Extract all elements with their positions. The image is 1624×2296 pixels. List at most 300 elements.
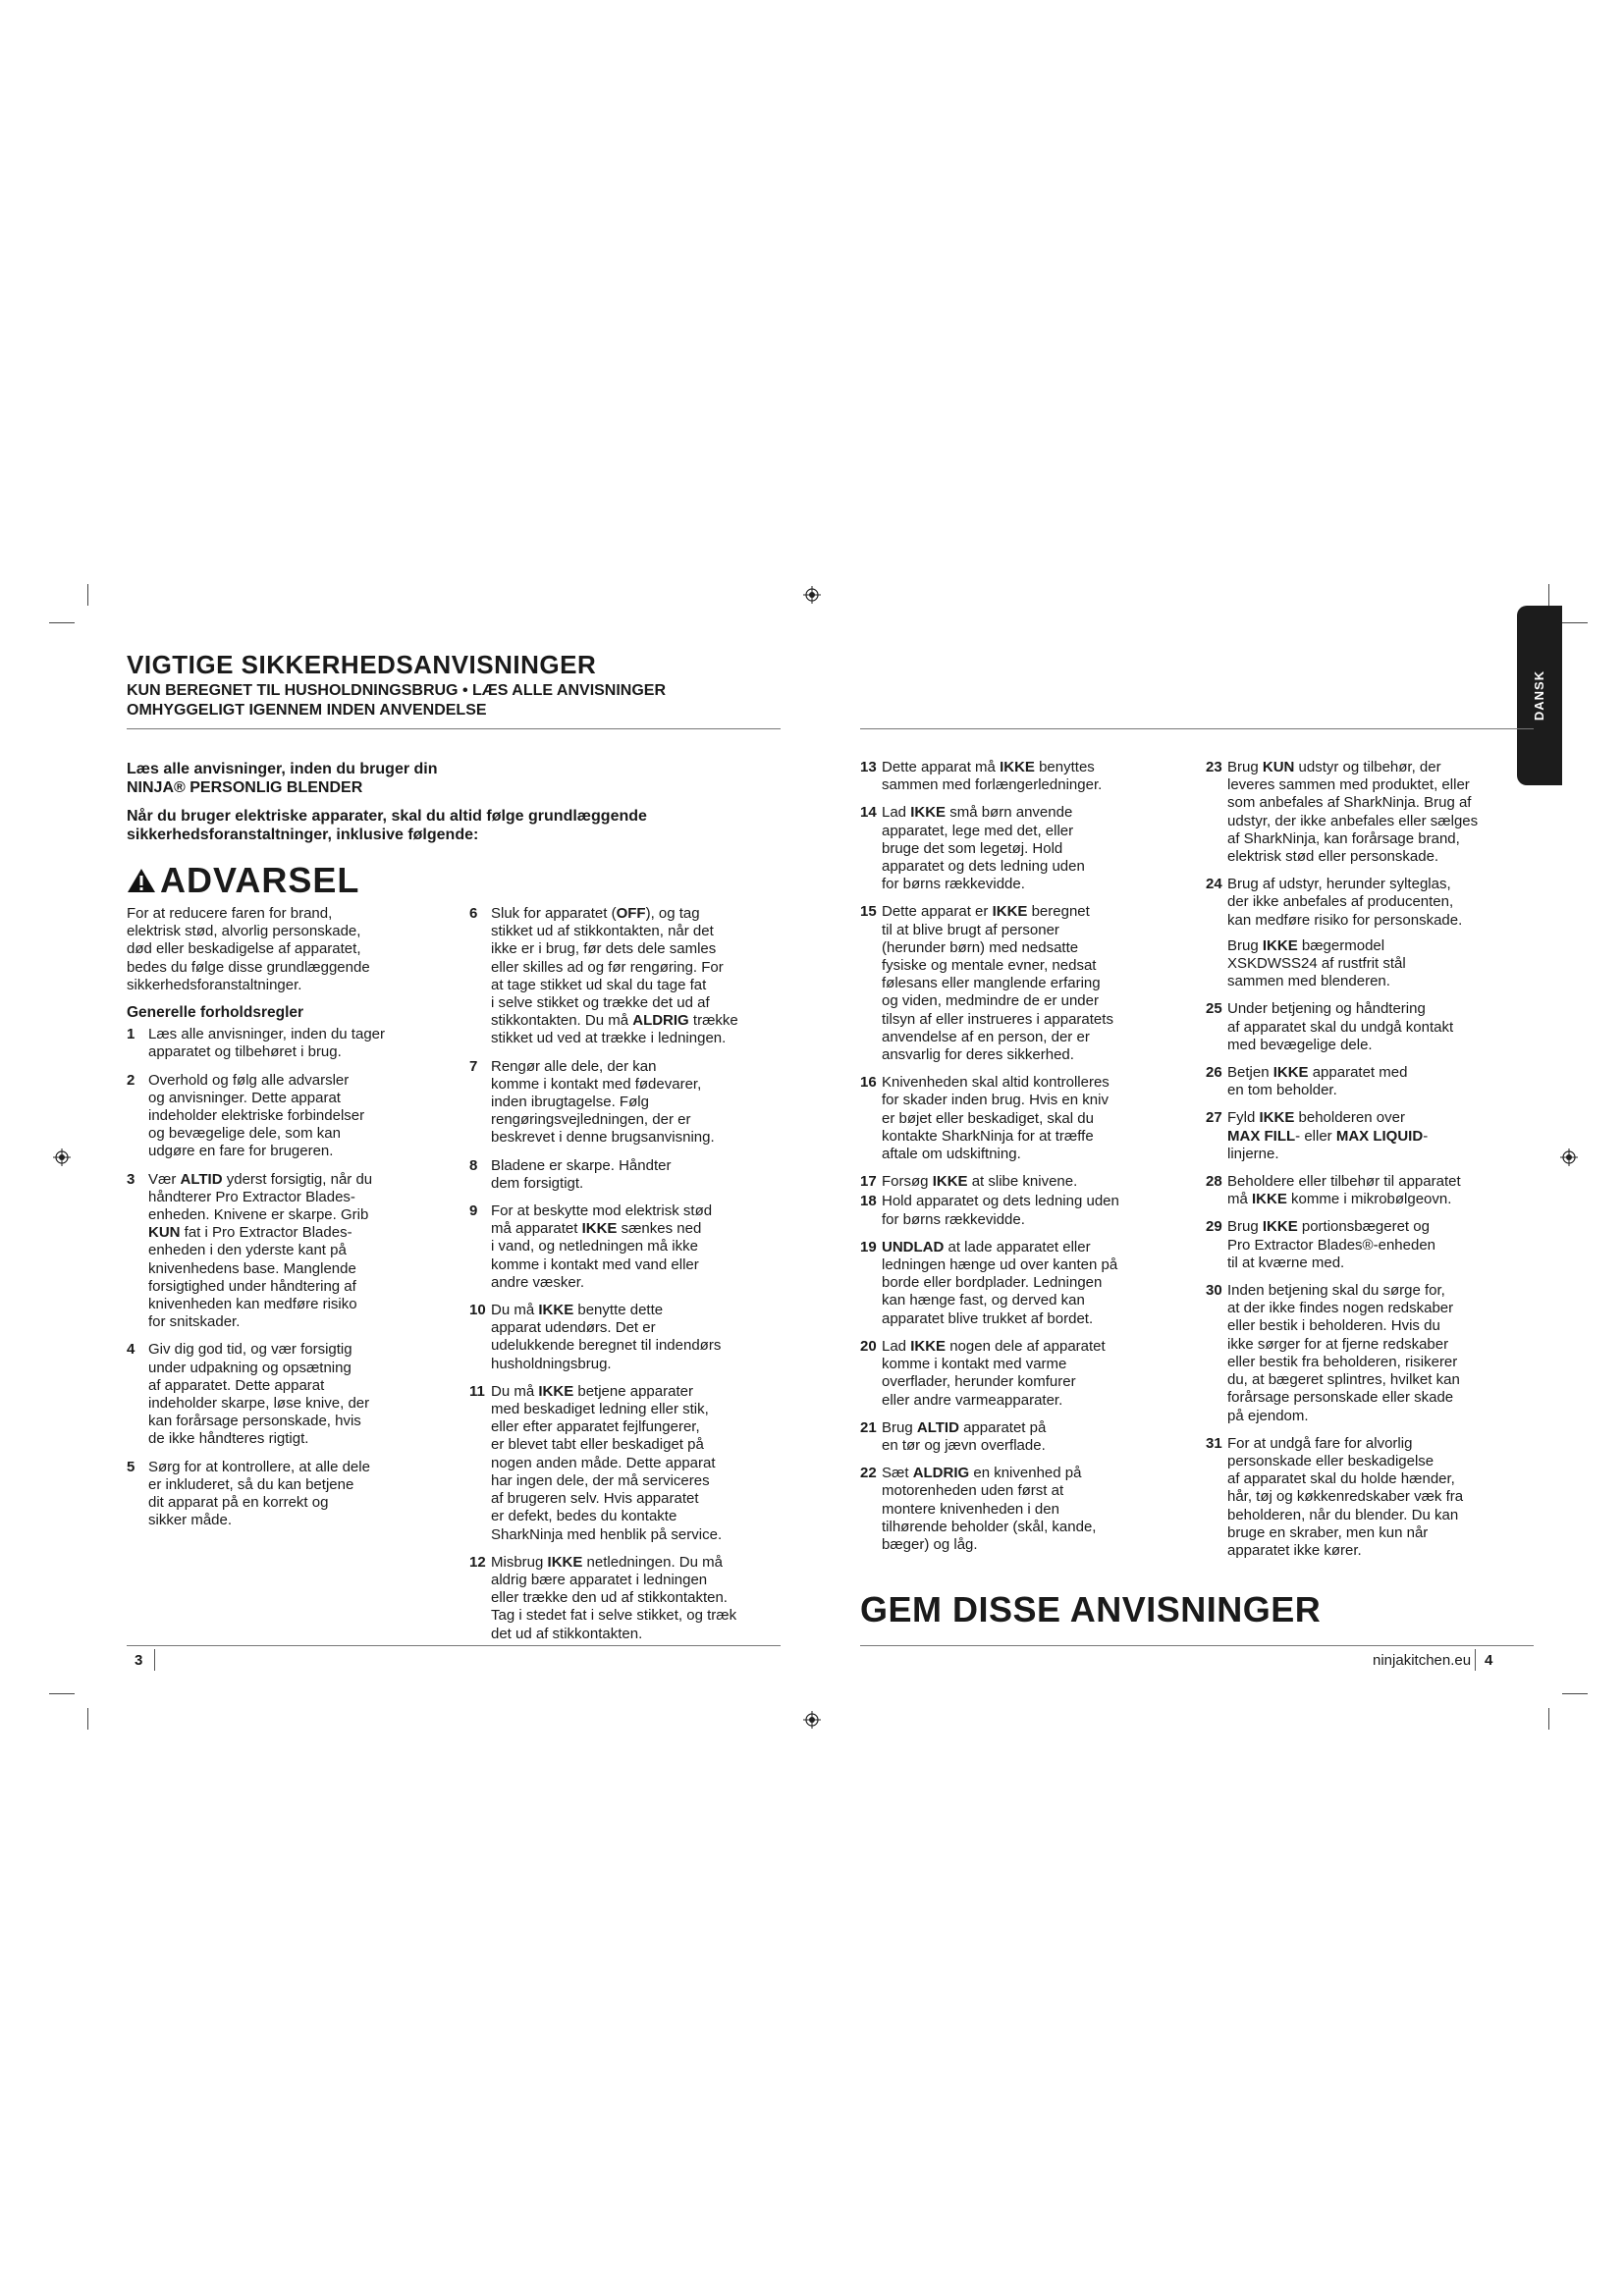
item-number: 19 [860, 1238, 877, 1255]
crop-mark [49, 622, 75, 623]
subtitle-line: OMHYGGELIGT IGENNEM INDEN ANVENDELSE [127, 702, 487, 719]
item-keyword: IKKE [1262, 1218, 1298, 1236]
crop-mark [1562, 1693, 1588, 1694]
lead-line: For at reducere faren for brand, [127, 905, 333, 922]
item-keyword: IKKE [910, 1337, 947, 1355]
item-keyword: ALDRIG [632, 1012, 689, 1030]
item-text: apparatet og tilbehøret i brug. [148, 1043, 342, 1061]
item-text: komme i kontakt med fødevarer, [491, 1075, 702, 1093]
intro-line: Læs alle anvisninger, inden du bruger din [127, 761, 438, 777]
item-text [882, 759, 1102, 776]
item-keyword: IKKE [992, 903, 1028, 921]
item-text-part: netledningen. Du må [582, 1553, 723, 1571]
item-text: Under betjening og håndtering [1227, 1000, 1426, 1018]
section-heading: Generelle forholdsregler [127, 1004, 304, 1022]
registration-mark-icon [53, 1148, 71, 1166]
item-text-part: udstyr og tilbehør, der [1294, 759, 1441, 775]
lead-line: død eller beskadigelse af apparatet, [127, 940, 361, 958]
item-text: følesans eller manglende erfaring [882, 975, 1101, 992]
item-text [1227, 937, 1462, 955]
item-text: i vand, og netledningen må ikke [491, 1238, 698, 1255]
item-text-part: nogen dele af apparatet [946, 1337, 1106, 1355]
item-text-part: Misbrug [491, 1553, 548, 1571]
list-item [1206, 759, 1530, 866]
intro-line: NINJA® PERSONLIG BLENDER [127, 779, 363, 796]
item-keyword: ALTID [916, 1418, 959, 1436]
item-text-part: apparatet på [958, 1418, 1047, 1436]
item-text: montere knivenheden i den [882, 1500, 1059, 1518]
list-item [860, 1338, 1189, 1410]
item-text-part: Dette apparat må [882, 759, 1001, 775]
item-text: indeholder elektriske forbindelser [148, 1107, 365, 1125]
item-text-part: bægermodel [1297, 936, 1385, 954]
item-text: kan hænge fast, og derved kan [882, 1292, 1085, 1309]
item-number: 8 [469, 1156, 478, 1174]
item-text-part: Brug [882, 1418, 917, 1436]
item-text: ansvarlig for deres sikkerhed. [882, 1046, 1074, 1064]
item-text-part: Fyld [1227, 1109, 1260, 1127]
item-number: 27 [1206, 1109, 1222, 1127]
item-text: knivenheden kan medføre risiko [148, 1296, 357, 1313]
item-text: Giv dig god tid, og vær forsigtig [148, 1341, 352, 1359]
column-2 [469, 905, 798, 1653]
item-text: nogen anden måde. Dette apparat [491, 1454, 716, 1471]
item-text: forårsage personskade eller skade [1227, 1389, 1454, 1407]
item-text-part: - [1423, 1127, 1429, 1145]
item-text: af apparatet. Dette apparat [148, 1376, 325, 1394]
item-text-part: Dette apparat er [882, 903, 993, 921]
item-text: bruge en skraber, men kun når [1227, 1523, 1429, 1541]
item-text: kan forårsage personskade, hvis [148, 1413, 361, 1430]
item-text-part: må [1227, 1191, 1253, 1208]
item-text: Beholdere eller tilbehør til apparatet [1227, 1173, 1461, 1191]
item-keyword: IKKE [1000, 759, 1035, 775]
item-text: fysiske og mentale evner, nedsat [882, 957, 1097, 975]
item-number: 12 [469, 1553, 486, 1571]
item-text: Bladene er skarpe. Håndter [491, 1156, 672, 1174]
item-text: og bevægelige dele, som kan [148, 1125, 341, 1143]
item-text [1227, 759, 1478, 776]
item-keyword: MAX FILL [1227, 1127, 1296, 1145]
item-keyword: UNDLAD [882, 1238, 945, 1255]
item-text: der ikke anbefales af producenten, [1227, 893, 1454, 911]
item-number: 3 [127, 1170, 135, 1188]
list-item [1206, 1064, 1530, 1099]
page-title: VIGTIGE SIKKERHEDSANVISNINGER [127, 650, 597, 679]
item-text: af apparatet skal du holde hænder, [1227, 1470, 1455, 1488]
item-text: borde eller bordplader. Ledningen [882, 1274, 1103, 1292]
list-item [1206, 876, 1530, 990]
item-text: har ingen dele, der må serviceres [491, 1471, 710, 1489]
item-number: 20 [860, 1337, 877, 1355]
item-text: bæger) og låg. [882, 1535, 978, 1553]
item-text: og viden, medmindre de er under [882, 992, 1099, 1010]
item-text-part: stikkontakten. Du må [491, 1012, 633, 1030]
item-text: komme i kontakt med vand eller [491, 1255, 699, 1273]
item-text: håndterer Pro Extractor Blades- [148, 1188, 355, 1205]
item-text: eller skilles ad og før rengøring. For [491, 958, 724, 976]
item-text: de ikke håndteres rigtigt. [148, 1430, 309, 1448]
item-text: overflader, herunder komfurer [882, 1373, 1076, 1391]
item-text: inden ibrugtagelse. Følg [491, 1094, 649, 1111]
item-text: indeholder skarpe, løse knive, der [148, 1395, 370, 1413]
item-keyword: IKKE [1272, 1064, 1309, 1082]
item-number: 6 [469, 905, 478, 922]
item-number: 31 [1206, 1434, 1222, 1452]
lead-line: elektrisk stød, alvorlig personskade, [127, 923, 361, 940]
item-text: Læs alle anvisninger, inden du tager [148, 1026, 385, 1043]
item-text [148, 1224, 372, 1242]
crop-mark [1548, 584, 1549, 606]
item-text-part: Sæt [882, 1465, 913, 1482]
item-text: til at kværne med. [1227, 1254, 1345, 1271]
column-1 [127, 905, 441, 1540]
item-text: sammen med forlængerledninger. [882, 776, 1103, 794]
item-text-part: portionsbægeret og [1297, 1218, 1430, 1236]
item-text [1227, 1218, 1435, 1236]
item-keyword: OFF [616, 905, 646, 922]
item-text: du, at bægeret splintres, hvilket kan [1227, 1371, 1460, 1389]
list-item [860, 903, 1189, 1064]
item-text: Tag i stedet fat i selve stikket, og træk [491, 1607, 737, 1625]
footer-divider [127, 1645, 781, 1646]
item-number: 26 [1206, 1064, 1222, 1082]
item-text: enheden. Knivene er skarpe. Grib [148, 1206, 369, 1224]
page-number-divider [1475, 1649, 1476, 1671]
list-item [469, 1202, 798, 1292]
item-number: 9 [469, 1202, 478, 1220]
registration-mark-icon [803, 1711, 821, 1729]
item-number: 2 [127, 1071, 135, 1089]
item-text-part: beregnet [1027, 903, 1090, 921]
item-keyword: IKKE [1252, 1191, 1287, 1208]
item-text: (herunder børn) med nedsatte [882, 938, 1079, 956]
item-text-part: må apparatet [491, 1220, 582, 1238]
item-text: dem forsigtigt. [491, 1174, 584, 1192]
item-text: en tom beholder. [1227, 1082, 1337, 1099]
item-text: Overhold og følg alle advarsler [148, 1071, 350, 1089]
item-text-part: - eller [1295, 1127, 1336, 1145]
item-text: Rengør alle dele, der kan [491, 1057, 657, 1075]
item-number: 29 [1206, 1218, 1222, 1236]
item-text: Knivenheden skal altid kontrolleres [882, 1074, 1110, 1092]
list-item [469, 1058, 798, 1148]
item-text: udelukkende beregnet til indendørs [491, 1337, 722, 1355]
item-text-part: Brug [1227, 759, 1263, 775]
intro-text [127, 760, 755, 854]
item-text: under udpakning og opsætning [148, 1359, 352, 1376]
item-text: er blevet tabt eller beskadiget på [491, 1436, 704, 1454]
item-text: hår, tøj og køkkenredskaber væk fra [1227, 1488, 1464, 1506]
item-text-part: Lad [882, 804, 911, 822]
item-number: 16 [860, 1074, 877, 1092]
item-text-part: små børn anvende [946, 804, 1073, 822]
item-text: ikke sørger for at fjerne redskaber [1227, 1335, 1449, 1353]
list-item [860, 759, 1189, 794]
item-text: apparatet ikke kører. [1227, 1541, 1362, 1559]
item-text: Brug af udstyr, herunder sylteglas, [1227, 876, 1451, 893]
item-text [148, 1171, 372, 1189]
item-text: eller bestik fra beholderen, risikerer [1227, 1353, 1458, 1370]
item-text: med bevægelige dele. [1227, 1036, 1373, 1053]
item-text: for børns rækkevidde. [882, 876, 1025, 893]
item-keyword: IKKE [538, 1302, 574, 1319]
item-text: stikket ud ved at trække i ledningen. [491, 1030, 727, 1047]
item-text-part: fat i Pro Extractor Blades- [180, 1224, 352, 1242]
item-text [491, 1383, 722, 1401]
page-number-divider [154, 1649, 155, 1671]
item-text [882, 1465, 1096, 1482]
list-item [127, 1341, 441, 1448]
item-text: anvendelse af en person, der er [882, 1028, 1090, 1045]
item-text: Inden betjening skal du sørge for, [1227, 1282, 1445, 1300]
item-text-part: Forsøg [882, 1173, 933, 1191]
page-number-right: 4 [1485, 1652, 1493, 1669]
item-text: af brugeren selv. Hvis apparatet [491, 1490, 699, 1508]
item-text-part: trække [688, 1012, 738, 1030]
item-text: for skader inden brug. Hvis en kniv [882, 1092, 1109, 1109]
item-keyword: KUN [1262, 759, 1295, 775]
item-text: linjerne. [1227, 1145, 1279, 1162]
item-text [1227, 1191, 1461, 1208]
item-text [491, 1012, 738, 1030]
item-text: at der ikke findes nogen redskaber [1227, 1300, 1454, 1317]
item-text: beskrevet i denne brugsanvisning. [491, 1129, 715, 1147]
item-text-part: Lad [882, 1337, 911, 1355]
item-text-part: en knivenhed på [969, 1465, 1082, 1482]
list-item [860, 1239, 1189, 1328]
item-text: husholdningsbrug. [491, 1355, 612, 1372]
list-item [860, 1193, 1189, 1228]
page-subtitle [127, 681, 735, 721]
item-text: er bøjet eller beskadiget, skal du [882, 1109, 1094, 1127]
item-text: Hold apparatet og dets ledning uden [882, 1193, 1119, 1210]
item-text: og anvisninger. Dette apparat [148, 1089, 341, 1106]
list-item [860, 1074, 1189, 1163]
item-keyword: IKKE [1262, 936, 1298, 954]
lead-paragraph [127, 905, 441, 994]
list-item [469, 1554, 798, 1643]
item-text-part: beholderen over [1294, 1109, 1405, 1127]
item-number: 21 [860, 1418, 877, 1436]
crop-mark [87, 1708, 88, 1730]
lead-line: bedes du følge disse grundlæggende [127, 958, 370, 976]
item-text [491, 1220, 712, 1238]
list-item [469, 1383, 798, 1544]
item-text: enheden i den yderste kant på [148, 1242, 347, 1259]
item-text: ikke er i brug, før dets dele samles [491, 940, 717, 958]
crop-mark [49, 1693, 75, 1694]
item-text-part: Brug [1227, 1218, 1263, 1236]
item-keyword: KUN [148, 1224, 181, 1242]
warning-heading [127, 860, 359, 901]
item-text: er defekt, bedes du kontakte [491, 1508, 677, 1525]
item-text: som anbefales af SharkNinja. Brug af [1227, 794, 1472, 812]
item-text: For at beskytte mod elektrisk stød [491, 1202, 713, 1220]
item-text: personskade eller beskadigelse [1227, 1452, 1435, 1469]
list-item [127, 1026, 441, 1061]
item-keyword: IKKE [547, 1553, 583, 1571]
item-text: sammen med blenderen. [1227, 973, 1390, 990]
item-keyword: IKKE [932, 1173, 968, 1191]
item-text: bruge det som legetøj. Hold [882, 839, 1063, 857]
list-item [127, 1072, 441, 1161]
item-text: knivenhedens base. Manglende [148, 1259, 356, 1277]
item-number: 30 [1206, 1282, 1222, 1300]
item-number: 15 [860, 903, 877, 921]
item-text: eller efter apparatet fejlfungerer, [491, 1418, 700, 1436]
item-text-part: Sluk for apparatet ( [491, 905, 617, 922]
item-number: 7 [469, 1057, 478, 1075]
crop-mark [1562, 622, 1588, 623]
item-text: stikket ud af stikkontakten, når det [491, 923, 714, 940]
item-text [1227, 1109, 1428, 1127]
list-item [127, 1459, 441, 1530]
item-text: i selve stikket og trække det ud af [491, 994, 710, 1012]
item-text-part: at lade apparatet eller [944, 1238, 1091, 1255]
item-text [491, 1554, 736, 1572]
intro-line: sikkerhedsforanstaltninger, inklusive følgende: [127, 827, 479, 843]
item-text: det ud af stikkontakten. [491, 1625, 643, 1642]
item-text [882, 1239, 1117, 1256]
list-item [469, 1157, 798, 1193]
item-text: For at undgå fare for alvorlig [1227, 1434, 1413, 1452]
page-number-left: 3 [135, 1652, 143, 1669]
item-text: apparatet og dets ledning uden [882, 858, 1085, 876]
item-text: sikker måde. [148, 1512, 233, 1529]
item-text: til at blive brugt af personer [882, 921, 1059, 938]
item-text-part: betjene apparater [573, 1382, 693, 1400]
item-text [882, 1338, 1106, 1356]
item-text: af apparatet skal du undgå kontakt [1227, 1018, 1454, 1036]
item-number: 24 [1206, 876, 1222, 893]
list-item [860, 804, 1189, 893]
item-text-part: Du må [491, 1382, 539, 1400]
warning-triangle-icon [127, 867, 156, 894]
item-text: Sørg for at kontrollere, at alle dele [148, 1458, 370, 1475]
item-number: 17 [860, 1173, 877, 1191]
item-keyword: IKKE [1259, 1109, 1295, 1127]
item-text: apparat udendørs. Det er [491, 1319, 656, 1337]
list-item [1206, 1282, 1530, 1425]
item-text-part: ), og tag [645, 905, 700, 922]
item-text-part: benytte dette [573, 1302, 664, 1319]
crop-mark [1548, 1708, 1549, 1730]
list-item [1206, 1435, 1530, 1560]
item-text [491, 1302, 721, 1319]
list-item [860, 1465, 1189, 1554]
item-text: andre væsker. [491, 1273, 585, 1291]
item-text: er inkluderet, så du kan betjene [148, 1475, 354, 1493]
footer-divider [860, 1645, 1534, 1646]
item-text-part: sænkes ned [617, 1220, 702, 1238]
item-text-part: Brug [1227, 936, 1263, 954]
item-number: 28 [1206, 1173, 1222, 1191]
item-number: 18 [860, 1193, 877, 1210]
item-text: aldrig bære apparatet i ledningen [491, 1571, 708, 1588]
item-text: for børns rækkevidde. [882, 1210, 1025, 1228]
item-text: udgøre en fare for brugeren. [148, 1143, 334, 1160]
item-text: udstyr, der ikke anbefales eller sælges [1227, 812, 1479, 829]
item-text: aftale om udskiftning. [882, 1146, 1021, 1163]
item-text: Pro Extractor Blades®-enheden [1227, 1236, 1435, 1254]
column-3 [860, 759, 1189, 1564]
item-number: 23 [1206, 759, 1222, 775]
item-text: kan medføre risiko for personskade. [1227, 911, 1463, 929]
item-text: tilsyn af eller instrueres i apparatets [882, 1010, 1113, 1028]
item-text: en tør og jævn overflade. [882, 1436, 1046, 1454]
item-number: 4 [127, 1341, 135, 1359]
lead-line: sikkerhedsforanstaltninger. [127, 976, 302, 993]
item-keyword: ALTID [180, 1170, 223, 1188]
item-number: 25 [1206, 1000, 1222, 1018]
registration-mark-icon [1560, 1148, 1578, 1166]
item-text: af SharkNinja, kan forårsage brand, [1227, 829, 1460, 847]
item-text [882, 804, 1085, 822]
list-item [469, 1302, 798, 1373]
item-text [491, 905, 738, 923]
header-divider [127, 728, 781, 729]
item-text-part: benyttes [1034, 759, 1095, 775]
item-keyword: ALDRIG [912, 1465, 970, 1482]
item-text-part: Du må [491, 1302, 539, 1319]
item-text: dit apparat på en korrekt og [148, 1494, 329, 1512]
intro-line: Når du bruger elektriske apparater, skal du altid følge grundlæggende [127, 808, 647, 825]
item-text: ledningen hænge ud over kanten på [882, 1256, 1118, 1274]
list-item [1206, 1218, 1530, 1272]
item-text-part: yderst forsigtig, når du [222, 1170, 373, 1188]
item-number: 5 [127, 1458, 135, 1475]
item-text: leveres sammen med produktet, eller [1227, 776, 1470, 794]
item-text [1227, 1128, 1428, 1146]
language-tab-label: DANSK [1532, 669, 1547, 721]
item-text: beholderen, når du blender. Du kan [1227, 1506, 1459, 1523]
list-item [1206, 1173, 1530, 1208]
list-item [1206, 1000, 1530, 1054]
crop-mark [87, 584, 88, 606]
item-text: eller trække den ud af stikkontakten. [491, 1589, 728, 1607]
item-text: apparatet, lege med det, eller [882, 822, 1074, 839]
item-text [882, 903, 1113, 921]
item-text: tilhørende beholder (skål, kande, [882, 1518, 1097, 1535]
header-divider [860, 728, 1534, 729]
item-text: elektrisk stød eller personskade. [1227, 848, 1439, 866]
item-number: 11 [469, 1382, 485, 1400]
item-number: 14 [860, 804, 877, 822]
item-number: 1 [127, 1026, 135, 1043]
item-keyword: IKKE [581, 1220, 618, 1238]
item-keyword: IKKE [538, 1382, 574, 1400]
subtitle-line: KUN BEREGNET TIL HUSHOLDNINGSBRUG • LÆS ALLE ANVISNINGER [127, 682, 667, 699]
item-text [882, 1419, 1046, 1437]
list-item [860, 1419, 1189, 1455]
item-text: på ejendom. [1227, 1407, 1309, 1424]
item-text-part: Betjen [1227, 1064, 1273, 1082]
item-text-part: Vær [148, 1170, 181, 1188]
item-text-part: apparatet med [1308, 1064, 1408, 1082]
item-number: 10 [469, 1302, 486, 1319]
list-item [1206, 1109, 1530, 1163]
list-item [127, 1171, 441, 1332]
item-text: at tage stikket ud skal du tage fat [491, 976, 707, 993]
website-link[interactable]: ninjakitchen.eu [1373, 1652, 1472, 1669]
item-number: 13 [860, 759, 877, 775]
item-text: motorenheden uden først at [882, 1482, 1064, 1500]
save-instructions-heading: GEM DISSE ANVISNINGER [860, 1589, 1322, 1629]
column-4 [1206, 759, 1530, 1570]
item-text: rengøringsvejledningen, der er [491, 1111, 691, 1129]
item-text: XSKDWSS24 af rustfrit stål [1227, 955, 1406, 973]
